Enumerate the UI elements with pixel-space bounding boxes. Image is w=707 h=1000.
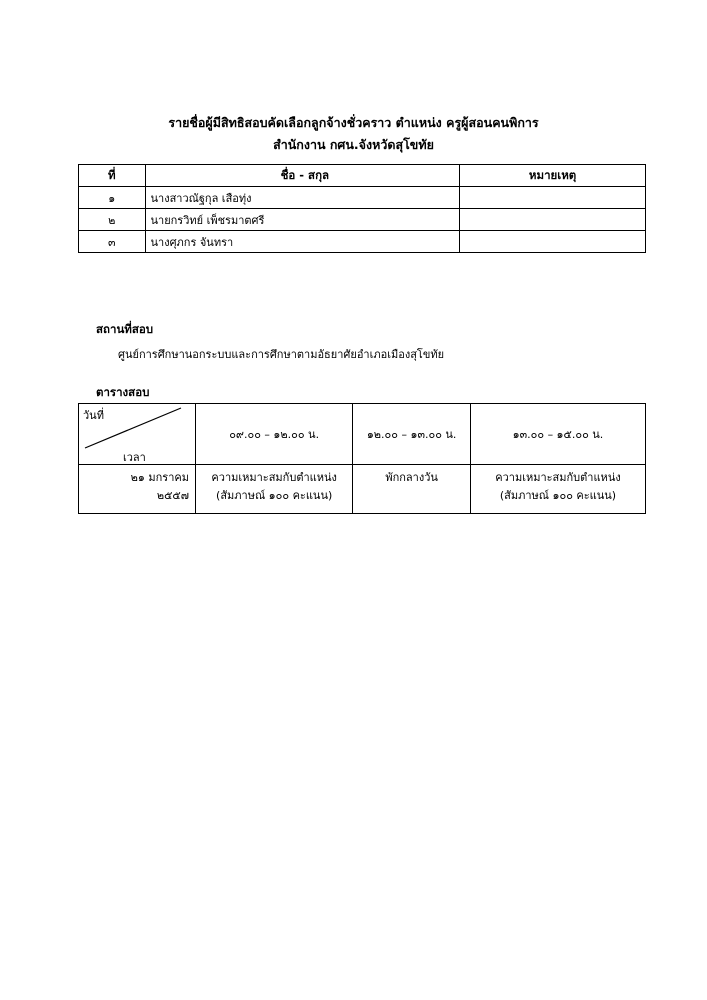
row-name: นางศุภกร จันทรา [145, 231, 460, 253]
corner-time-label: เวลา [123, 451, 146, 464]
row-note [460, 187, 646, 209]
table-header-row [79, 165, 646, 187]
table-row [79, 187, 646, 209]
table-row [79, 209, 646, 231]
row-no: ๒ [79, 209, 146, 231]
row-name: นางสาวณัฐกุล เสือทุ่ง [145, 187, 460, 209]
slot-2-line1: พักกลางวัน [385, 471, 438, 484]
row-no: ๓ [79, 231, 146, 253]
schedule-table [78, 403, 646, 514]
row-note [460, 209, 646, 231]
header-no: ที่ [79, 165, 146, 187]
row-name: นายกรวิทย์ เพ็ชรมาตศรี [145, 209, 460, 231]
document-subtitle: สำนักงาน กศน.จังหวัดสุโขทัย [273, 137, 434, 152]
slot-1-activity [196, 465, 353, 514]
table-row [79, 231, 646, 253]
slot-1-line2: (สัมภาษณ์ ๑๐๐ คะแนน) [216, 489, 333, 502]
slot-3-line2: (สัมภาษณ์ ๑๐๐ คะแนน) [499, 489, 617, 502]
header-note: หมายเหตุ [460, 165, 646, 187]
exam-date-day: ๒๑ มกราคม [130, 471, 189, 484]
candidate-table [78, 164, 646, 253]
time-slot-1: ๐๙.๐๐ – ๑๒.๐๐ น. [196, 404, 353, 465]
exam-place-heading: สถานที่สอบ [96, 322, 154, 336]
row-note [460, 231, 646, 253]
row-no: ๑ [79, 187, 146, 209]
exam-date [79, 465, 196, 514]
slot-1-line1: ความเหมาะสมกับตำแหน่ง [211, 471, 337, 484]
slot-2-activity [353, 465, 471, 514]
schedule-header-row [79, 404, 646, 465]
schedule-row [79, 465, 646, 514]
slot-3-line1: ความเหมาะสมกับตำแหน่ง [495, 471, 621, 484]
time-slot-2: ๑๒.๐๐ – ๑๓.๐๐ น. [353, 404, 471, 465]
corner-cell [79, 404, 196, 465]
header-name: ชื่อ - สกุล [145, 165, 460, 187]
time-slot-3: ๑๓.๐๐ – ๑๕.๐๐ น. [470, 404, 645, 465]
schedule-heading: ตารางสอบ [96, 385, 150, 399]
corner-date-label: วันที่ [83, 409, 104, 422]
document-title: รายชื่อผู้มีสิทธิสอบคัดเลือกลูกจ้างชั่วคราว ตำแหน่ง ครูผู้สอนคนพิการ [168, 115, 539, 130]
exam-place-text: ศูนย์การศึกษานอกระบบและการศึกษาตามอัธยาศัยอำเภอเมืองสุโขทัย [118, 348, 445, 361]
slot-3-activity [470, 465, 645, 514]
exam-date-year: ๒๕๕๗ [156, 489, 189, 502]
